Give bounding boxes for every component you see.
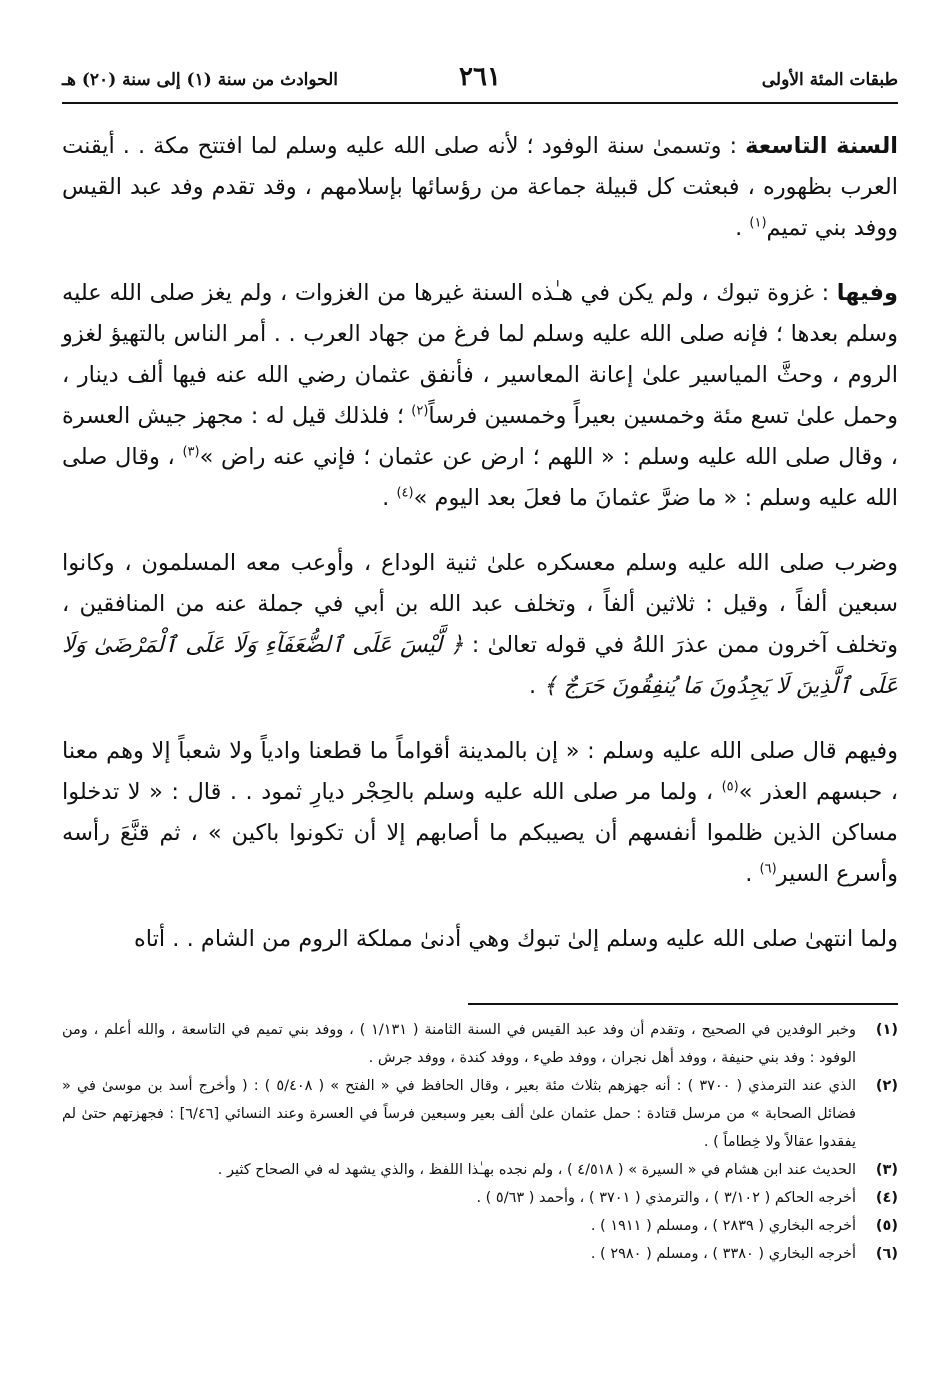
book-page xyxy=(62,58,898,1262)
paragraph-text: : غزوة تبوك ، ولم يكن في هـٰذه السنة غيرها من الغزوات ، ولم يغز صلى الله عليه وسلم بعدها ؛ فإنه صلى الله عليه وسلم لما فرغ من جهاد العرب . . أمر الناس بالتهيؤ لغزو الروم ، وحثَّ المياسير علىٰ إعانة المعاسير ، فأنفق عثمان رضي الله عنه فيها ألف دينار ، وحمل علىٰ تسع مئة وخمسين بعيراً وخمسين فرساً xyxy=(62,280,898,429)
footnote-item xyxy=(62,1156,898,1184)
paragraph-text: : وتسمىٰ سنة الوفود ؛ لأنه صلى الله عليه وسلم لما افتتح مكة . . أيقنت العرب بظهوره ، فبعثت كل قبيلة جماعة من رؤسائها بإسلامهم ، وقد تقدم وفد عبد القيس ووفد بني تميم xyxy=(62,133,898,241)
paragraph-4 xyxy=(62,731,898,895)
footnote-ref[interactable]: (٣) xyxy=(182,444,200,460)
footnote-text: أخرجه البخاري ( ٢٨٣٩ ) ، ومسلم ( ١٩١١ ) . xyxy=(590,1218,856,1234)
paragraph-lead: وفيها xyxy=(836,280,898,306)
paragraph-text: وضرب صلى الله عليه وسلم معسكره علىٰ ثنية الوداع ، وأوعب معه المسلمون ، وكانوا سبعين ألفاً ، وقيل : ثلاثين ألفاً ، وتخلف عبد الله بن أبي في جملة عنه من المنافقين ، وتخلف آخرون ممن عذرَ اللهُ في قوله تعالىٰ : xyxy=(62,550,898,658)
footnote-ref[interactable]: (١) xyxy=(749,215,767,231)
running-header xyxy=(62,58,898,102)
paragraph-end: . xyxy=(745,861,760,887)
footnote-ref[interactable]: (٢) xyxy=(411,403,429,419)
paragraph-end: . xyxy=(382,485,397,511)
footnote-text: الحديث عند ابن هشام في « السيرة » ( ٤/٥١٨ ) ، ولم نجده بهـٰذا اللفظ ، والذي يشهد له في الصحاح كثير . xyxy=(217,1162,856,1178)
footnote-item xyxy=(62,1184,898,1212)
main-text xyxy=(62,126,898,960)
footnote-item xyxy=(62,1240,898,1268)
paragraph-2 xyxy=(62,273,898,519)
footnote-item xyxy=(62,1072,898,1156)
footnote-number: (٦) xyxy=(875,1246,898,1262)
footnote-number: (٥) xyxy=(875,1218,898,1234)
footnote-number: (٤) xyxy=(875,1190,898,1206)
page-number: ٢٦١ xyxy=(459,62,501,92)
quran-verse: ﴿ لَّيْسَ عَلَى ٱلضُّعَفَآءِ وَلَا عَلَى ٱلْمَرْضَىٰ وَلَا عَلَى ٱلَّذِينَ لَا يَجِدُونَ مَا يُنفِقُونَ حَرَجٌ ﴾ xyxy=(62,632,898,699)
footnote-item xyxy=(62,1212,898,1240)
paragraph-1 xyxy=(62,126,898,249)
book-title: طبقات المئة الأولى xyxy=(761,70,898,90)
footnote-ref[interactable]: (٤) xyxy=(396,485,414,501)
footnote-text: أخرجه البخاري ( ٣٣٨٠ ) ، ومسلم ( ٢٩٨٠ ) . xyxy=(590,1246,856,1262)
footnote-number: (٣) xyxy=(875,1162,898,1178)
footnotes xyxy=(62,1016,898,1268)
footnote-ref[interactable]: (٥) xyxy=(721,779,739,795)
paragraph-5 xyxy=(62,919,898,960)
chapter-title: الحوادث من سنة (١) إلى سنة (٢٠) هـ xyxy=(62,70,339,90)
footnote-divider xyxy=(468,1003,898,1005)
paragraph-text: ولما انتهىٰ صلى الله عليه وسلم إلىٰ تبوك وهي أدنىٰ مملكة الروم من الشام . . أتاه xyxy=(133,926,898,952)
paragraph-end: . xyxy=(735,215,750,241)
footnote-item xyxy=(62,1016,898,1072)
footnote-text: الذي عند الترمذي ( ٣٧٠٠ ) : أنه جهزهم بثلاث مئة بعير ، وقال الحافظ في « الفتح » ( ٥/٤٠٨ ) : ( وأخرج أسد بن موسىٰ في « فضائل الصحابة » من مرسل قتادة : حمل عثمان علىٰ ألف بعير وسبعين فرساً في العسرة وعند النسائي [٦/٤٦] : فجهزتهم حتىٰ لم يفقدوا عقالاً ولا خِطاماً ) . xyxy=(62,1078,856,1150)
footnote-number: (١) xyxy=(875,1022,898,1038)
paragraph-text: ، وقال صلى الله عليه وسلم : « ما ضرَّ عثمانَ ما فعلَ بعد اليوم » xyxy=(62,444,898,511)
footnote-number: (٢) xyxy=(875,1078,898,1094)
paragraph-text: ، ولما مر صلى الله عليه وسلم بالحِجْر ديارِ ثمود . . قال : « لا تدخلوا مساكن الذين ظلموا أنفسهم أن يصيبكم ما أصابهم إلا أن تكونوا باكين » ، ثم قنَّعَ رأسه وأسرع السير xyxy=(62,779,898,887)
paragraph-end: . xyxy=(529,673,544,699)
header-divider xyxy=(62,102,898,104)
footnote-text: أخرجه الحاكم ( ٣/١٠٢ ) ، والترمذي ( ٣٧٠١ ) ، وأحمد ( ٥/٦٣ ) . xyxy=(476,1190,856,1206)
paragraph-text: ؛ فلذلك قيل له : مجهز جيش العسرة ، وقال صلى الله عليه وسلم : « اللهم ؛ ارض عن عثمان ؛ فإني عنه راض » xyxy=(62,403,898,470)
footnote-text: وخبر الوفدين في الصحيح ، وتقدم أن وفد عبد القيس في السنة الثامنة ( ١/١٣١ ) ، ووفد بني تميم في التاسعة ، والله أعلم ، ومن الوفود : وفد بني حنيفة ، ووفد أهل نجران ، ووفد طيء ، ووفد كندة ، ووفد جرش . xyxy=(62,1022,856,1066)
paragraph-text: وفيهم قال صلى الله عليه وسلم : « إن بالمدينة أقواماً ما قطعنا وادياً ولا شعباً إلا وهم معنا ، حبسهم العذر » xyxy=(62,738,898,805)
section-heading: السنة التاسعة xyxy=(745,133,898,159)
paragraph-3 xyxy=(62,543,898,707)
footnote-ref[interactable]: (٦) xyxy=(759,861,777,877)
